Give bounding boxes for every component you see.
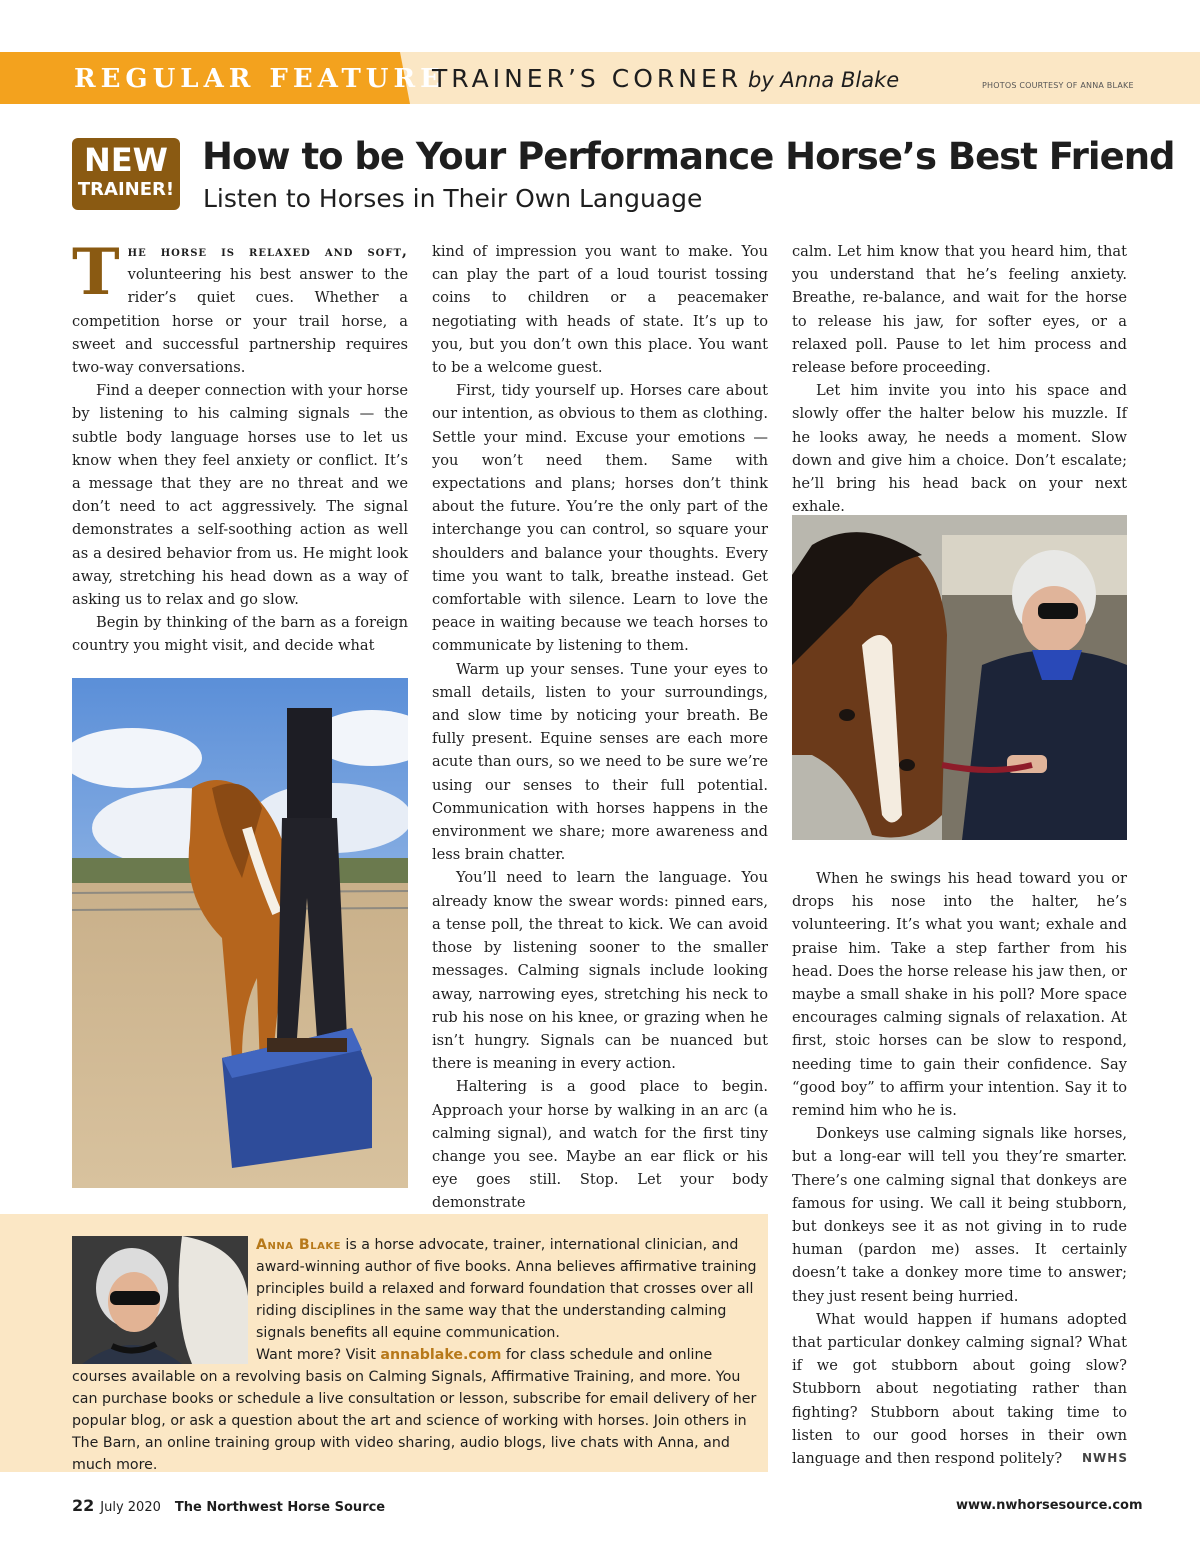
badge-line2: TRAINER! — [77, 179, 175, 200]
publication-name: The Northwest Horse Source — [174, 1500, 386, 1515]
paragraph: Begin by thinking of the barn as a foreign country you might visit, and decide what — [72, 614, 408, 655]
photo-horse-mounting-block — [72, 678, 408, 1188]
lead-paragraph — [72, 235, 408, 379]
issue-date: July 2020 — [100, 1500, 161, 1515]
bio-intro-text: is a horse advocate, trainer, international clinician, and award-winning author of five books. Anna believes affirmative training principles build a relaxed and forward foundation that crosses over all riding disciplines in the same way that the understanding calming signals benefits all equine communication. — [256, 1237, 757, 1341]
lead-smallcaps: he horse is relaxed and soft, — [127, 243, 408, 260]
paragraph: Find a deeper connection with your horse by listening to his calming signals — the subtle body language horses use to let us know when they feel anxiety or conflict. It’s a message that they are no threat and we don’t need to act aggressively. The signal demonstrates a self-soothing action as well as a desired behavior from us. He might look away, stretching his head down as a way of asking us to relax and go slow. — [72, 382, 408, 609]
bio-more-prefix: Want more? Visit — [256, 1347, 381, 1363]
paragraph: You’ll need to learn the language. You already know the swear words: pinned ears, a tense poll, the threat to kick. We can avoid those by listening sooner to the smaller messages. Calming signals include looking away, narrowing eyes, stretching his neck to rub his nose on his knee, or grazing when he isn’t hungry. Signals can be nuanced but there is meaning in every action. — [432, 869, 768, 1073]
end-mark: NWHS — [1082, 1451, 1128, 1465]
paragraph: kind of impression you want to make. You can play the part of a loud tourist tossing coins to children or a peacemaker negotiating with heads of state. It’s up to you, but you don’t own this place. You want to be a welcome guest. — [432, 243, 768, 377]
section-title: TRAINER’S CORNER — [432, 64, 743, 93]
badge-line1: NEW — [84, 141, 168, 179]
paragraph: What would happen if humans adopted that particular donkey calming signal? What if we got stubborn about going slow? Stubborn about negotiating rather than fighting? Stubborn about taking time to listen to our good horses in their own language and then respond politely? — [792, 1310, 1127, 1468]
photo-author-with-horse — [792, 515, 1127, 840]
paragraph: Haltering is a good place to begin. Approach your horse by walking in an arc (a calming signal), and watch for the first tiny change you see. Maybe an ear flick or his eye goes still. Stop. Let your body demonstrate — [432, 1078, 768, 1212]
column-3-bottom — [792, 867, 1127, 1470]
drop-cap: T — [72, 235, 120, 310]
paragraph: Donkeys use calming signals like horses, but a long-ear will tell you they’re smarter. There’s one calming signal that donkeys are famous for using. We call it being stubborn, but donkeys see it as not giving in to rude human (pardon me) asses. It certainly doesn’t take a donkey more time to answer; they just resent being hurried. — [792, 1125, 1127, 1305]
article-title: How to be Your Performance Horse’s Best Friend — [202, 135, 1175, 178]
author-bio-text — [72, 1234, 762, 1476]
bio-website-link[interactable]: annablake.com — [380, 1347, 502, 1363]
column-1 — [72, 235, 408, 658]
footer-url[interactable]: www.nwhorsesource.com — [956, 1498, 1143, 1513]
paragraph: When he swings his head toward you or drops his nose into the halter, he’s volunteering. It’s what you want; exhale and praise him. Take a step farther from his head. Does the horse release his jaw then, or maybe a small shake in his poll? More space encourages calming signals of relaxation. At first, stoic horses can be slow to respond, needing time to gain their confidence. Say “good boy” to affirm your intention. Say it to remind him who he is. — [792, 870, 1127, 1120]
paragraph: First, tidy yourself up. Horses care about our intention, as obvious to them as clothing. Settle your mind. Excuse your emotions — you won’t need them. Same with expectations and plans; horses don’t think about the future. You’re the only part of the interchange you can control, so square your shoulders and balance your thoughts. Every time you want to talk, breathe instead. Get comfortable with silence. Learn to love the peace in waiting because we teach horses to communicate by listening to them. — [432, 382, 768, 655]
paragraph: calm. Let him know that you heard him, that you understand that he’s feeling anxiety. Breathe, re-balance, and wait for the horse to release his jaw, for softer eyes, or a relaxed poll. Pause to let him process and release before proceeding. — [792, 243, 1127, 377]
new-trainer-badge — [72, 138, 180, 210]
bio-intro — [72, 1234, 762, 1344]
column-3-top — [792, 240, 1127, 518]
article-subtitle: Listen to Horses in Their Own Language — [203, 184, 703, 213]
feature-label: REGULAR FEATURE — [74, 64, 445, 94]
lead-text: volunteering his best answer to the rider’s quiet cues. Whether a competition horse or your trail horse, a sweet and successful partnership requires two-way conversations. — [72, 266, 408, 377]
paragraph: Warm up your senses. Tune your eyes to small details, listen to your surroundings, and slow time by noticing your breath. Be fully present. Equine senses are each more acute than ours, so we need to be sure we’re using our senses to their full potential. Communication with horses happens in the environment we share; more awareness and less brain chatter. — [432, 660, 768, 864]
column-2 — [432, 240, 768, 1215]
paragraph: Let him invite you into his space and slowly offer the halter below his muzzle. If he looks away, he needs a moment. Slow down and give him a choice. Don’t escalate; he’ll bring his head back on your next exhale. — [792, 382, 1127, 516]
byline: by Anna Blake — [748, 68, 900, 92]
footer-left — [72, 1496, 385, 1515]
bio-more-text: for class schedule and online courses available on a revolving basis on Calming Signals, Affirmative Training, and more. You can purchase books or schedule a live consultation or lesson, subscribe for email delivery of her popular blog, or ask a question about the art and science of working with horses. Join others in The Barn, an online training group with video sharing, audio blogs, live chats with Anna, and much more. — [72, 1347, 757, 1473]
photo-credit: PHOTOS COURTESY OF ANNA BLAKE — [982, 81, 1134, 90]
page-number: 22 — [72, 1496, 95, 1515]
bio-author-name: Anna Blake — [256, 1237, 341, 1253]
